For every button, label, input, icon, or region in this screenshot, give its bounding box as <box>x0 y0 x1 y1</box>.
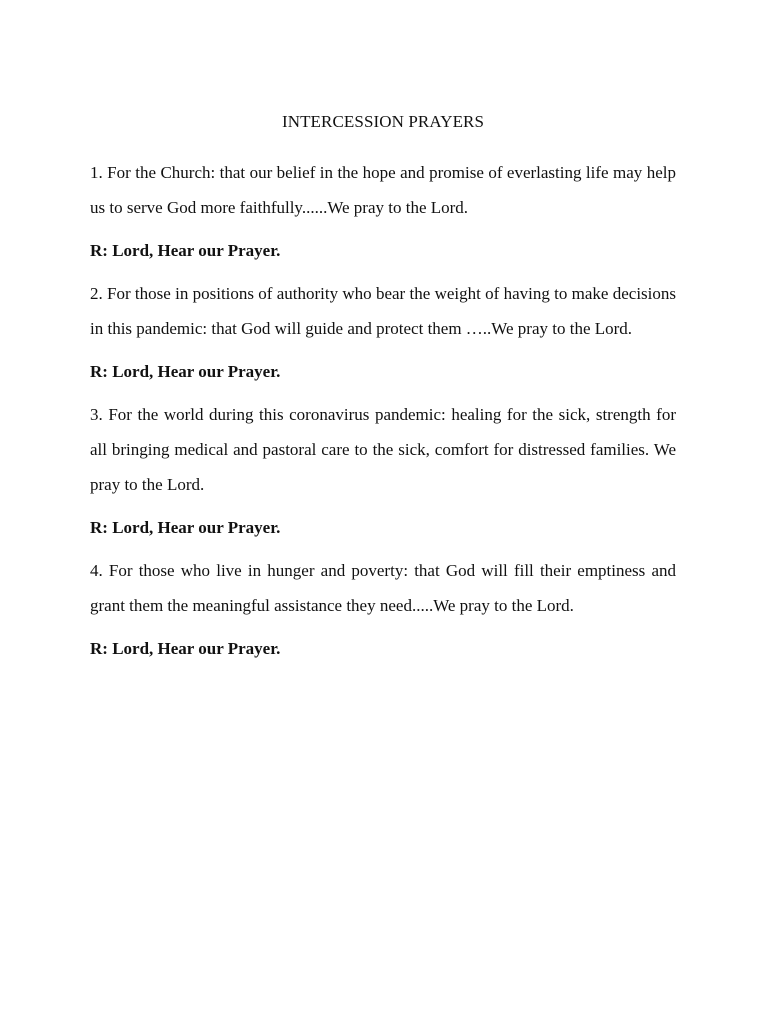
petition-text: 2. For those in positions of authority who bear the weight of having to make decisions in this pandemic: that God will guide and protect them …..We pray to the Lord. <box>90 284 676 338</box>
petition-response: R: Lord, Hear our Prayer. <box>90 518 281 537</box>
petition-response: R: Lord, Hear our Prayer. <box>90 639 281 658</box>
petition-text: 4. For those who live in hunger and poverty: that God will fill their emptiness and grant them the meaningful assistance they need.....We pray to the Lord. <box>90 561 676 615</box>
petition-2 <box>90 276 676 389</box>
document-page <box>90 108 676 674</box>
petition-text: 3. For the world during this coronavirus pandemic: healing for the sick, strength for all bringing medical and pastoral care to the sick, comfort for distressed families. We pray to the Lord. <box>90 405 676 494</box>
petition-4 <box>90 553 676 666</box>
page-title: INTERCESSION PRAYERS <box>281 112 485 131</box>
petition-1 <box>90 155 676 268</box>
petition-response: R: Lord, Hear our Prayer. <box>90 362 281 381</box>
petition-text: 1. For the Church: that our belief in the hope and promise of everlasting life may help us to serve God more faithfully......We pray to the Lord. <box>90 163 676 217</box>
petition-3 <box>90 397 676 545</box>
petition-response: R: Lord, Hear our Prayer. <box>90 241 281 260</box>
